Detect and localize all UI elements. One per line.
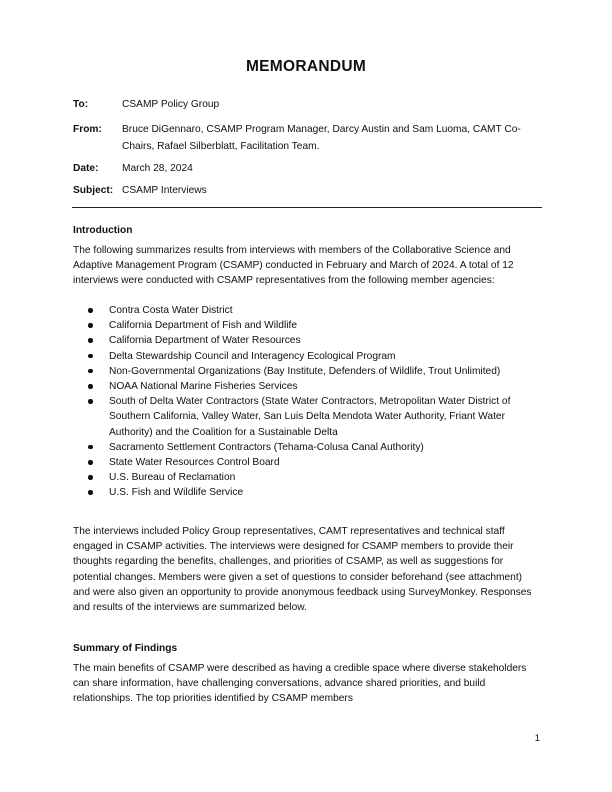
bullet-icon — [88, 399, 93, 404]
introduction-paragraph: The following summarizes results from interviews with members of the Collaborative Science and Adaptive Management Program (CSAMP) conducted in February and March of 2024. A total of 12 interviews were conducted with CSAMP representatives from the following member agencies: — [73, 245, 514, 287]
to-label: To: — [73, 99, 89, 110]
bullet-icon — [88, 475, 93, 480]
bullet-icon — [88, 384, 93, 389]
date-value: March 28, 2024 — [122, 163, 193, 174]
interviews-paragraph: The interviews included Policy Group representatives, CAMT representatives and technical staff engaged in CSAMP activities. The interviews were designed for CSAMP members to provide their thoughts regarding the benefits, challenges, and priorities of CSAMP, as well as suggestions for potential changes. Members were given a set of questions to consider beforehand (see attachment) and were also given an opportunity to provide anonymous feedback using SurveyMonkey. Responses and results of the interviews are summarized below. — [73, 526, 532, 614]
list-item: U.S. Fish and Wildlife Service — [73, 485, 541, 500]
list-item: South of Delta Water Contractors (State Water Contractors, Metropolitan Water District of Southern California, Valley Water, San Luis Delta Mendota Water Authority, Friant Water Authority) and the Coalition for a Sustainable Delta — [73, 394, 541, 440]
summary-heading: Summary of Findings — [73, 643, 178, 654]
from-row — [73, 121, 543, 155]
list-item: Delta Stewardship Council and Interagency Ecological Program — [73, 349, 541, 364]
bullet-icon — [88, 354, 93, 359]
list-item: California Department of Water Resources — [73, 333, 541, 348]
introduction-heading: Introduction — [73, 225, 133, 236]
list-item: U.S. Bureau of Reclamation — [73, 470, 541, 485]
date-label: Date: — [73, 163, 99, 174]
to-value: CSAMP Policy Group — [122, 99, 220, 110]
list-item: NOAA National Marine Fisheries Services — [73, 379, 541, 394]
list-item: Sacramento Settlement Contractors (Tehama-Colusa Canal Authority) — [73, 440, 541, 455]
list-item: Contra Costa Water District — [73, 303, 541, 318]
page-number: 1 — [534, 733, 540, 744]
list-item: State Water Resources Control Board — [73, 455, 541, 470]
list-item: California Department of Fish and Wildlife — [73, 318, 541, 333]
agency-list — [73, 303, 541, 501]
bullet-icon — [88, 445, 93, 450]
subject-value: CSAMP Interviews — [122, 185, 207, 196]
bullet-icon — [88, 460, 93, 465]
from-value: Bruce DiGennaro, CSAMP Program Manager, Darcy Austin and Sam Luoma, CAMT Co-Chairs, Rafael Silberblatt, Facilitation Team. — [122, 124, 521, 152]
bullet-icon — [88, 308, 93, 313]
list-item: Non-Governmental Organizations (Bay Institute, Defenders of Wildlife, Trout Unlimited) — [73, 364, 541, 379]
bullet-icon — [88, 369, 93, 374]
subject-label: Subject: — [73, 185, 114, 196]
header-divider — [72, 207, 542, 208]
memo-title: MEMORANDUM — [245, 58, 367, 75]
summary-paragraph: The main benefits of CSAMP were described as having a credible space where diverse stakeholders can share information, have challenging conversations, advance shared priorities, and build relationships. The top priorities identified by CSAMP members — [73, 663, 527, 705]
bullet-icon — [88, 490, 93, 495]
bullet-icon — [88, 323, 93, 328]
from-label: From: — [73, 124, 102, 135]
bullet-icon — [88, 338, 93, 343]
